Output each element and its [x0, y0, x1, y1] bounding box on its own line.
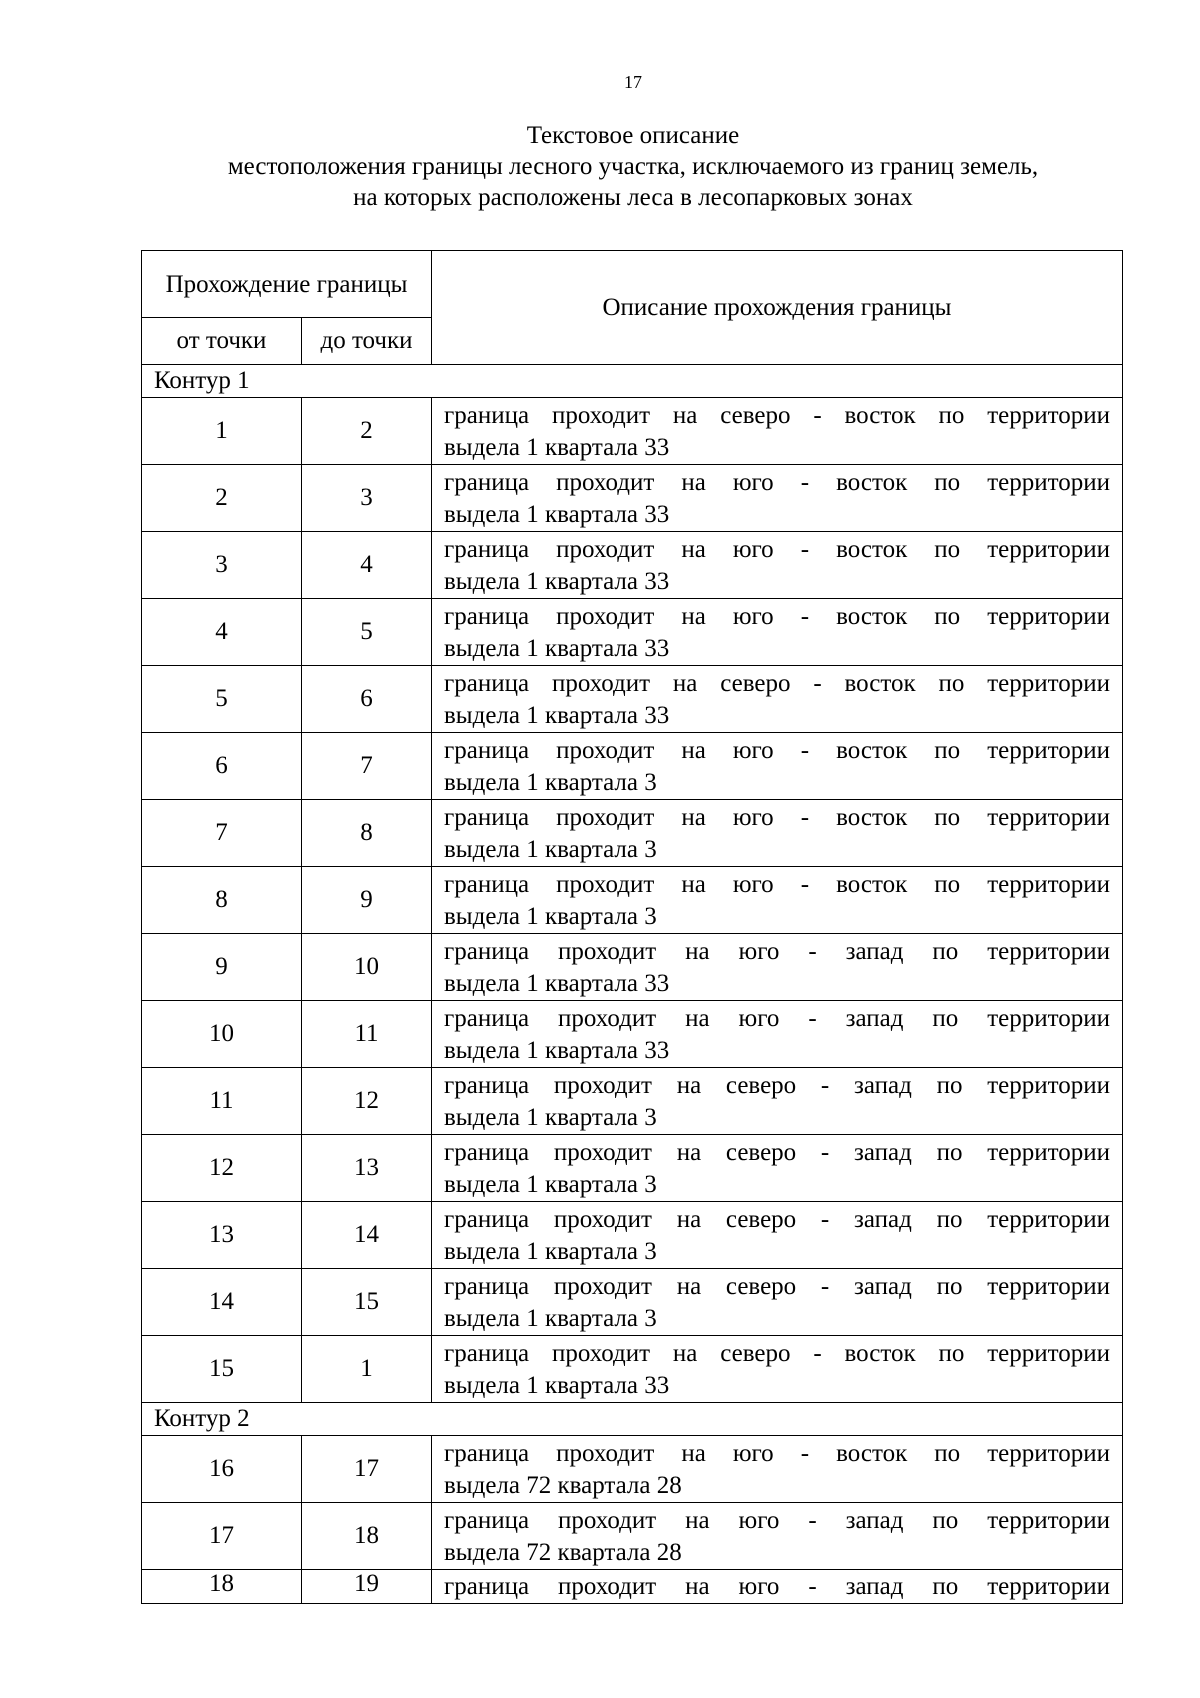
table-row	[142, 934, 1123, 1001]
from-point: 11	[142, 1068, 302, 1135]
from-point: 8	[142, 867, 302, 934]
from-point: 18	[142, 1570, 302, 1604]
description-line-2: выдела 1 квартала 3	[444, 1103, 657, 1131]
table-row	[142, 1503, 1123, 1570]
table-row	[142, 800, 1123, 867]
from-point: 4	[142, 599, 302, 666]
table-row	[142, 1269, 1123, 1336]
table-row	[142, 398, 1123, 465]
description-line-2: выдела 1 квартала 3	[444, 835, 657, 863]
description-line-1: граница проходит на северо - восток по территории	[444, 669, 1110, 697]
boundary-description	[432, 1503, 1123, 1570]
from-point: 10	[142, 1001, 302, 1068]
to-point: 11	[302, 1001, 432, 1068]
table-row	[142, 1068, 1123, 1135]
from-point: 12	[142, 1135, 302, 1202]
description-line-1: граница проходит на северо - запад по территории	[444, 1138, 1110, 1166]
contour-row	[142, 1403, 1123, 1436]
boundary-description	[432, 1269, 1123, 1336]
contour-row	[142, 365, 1123, 398]
description-line-1: граница проходит на юго - запад по территории	[444, 937, 1110, 965]
description-line-1: граница проходит на юго - запад по территории	[444, 1573, 1110, 1600]
description-line-2: выдела 1 квартала 33	[444, 1371, 670, 1399]
title-line-2: местоположения границы лесного участка, исключаемого из границ земель,	[227, 153, 1039, 180]
table-row	[142, 1570, 1123, 1604]
to-point: 5	[302, 599, 432, 666]
description-line-1: граница проходит на северо - запад по территории	[444, 1205, 1110, 1233]
table-row	[142, 666, 1123, 733]
to-point: 2	[302, 398, 432, 465]
boundary-description	[432, 1202, 1123, 1269]
boundary-table	[141, 250, 1123, 1604]
boundary-description	[432, 867, 1123, 934]
header-description: Описание прохождения границы	[432, 251, 1123, 365]
from-point: 7	[142, 800, 302, 867]
table-row	[142, 1336, 1123, 1403]
description-line-2: выдела 1 квартала 33	[444, 1036, 670, 1064]
description-line-1: граница проходит на северо - восток по территории	[444, 1339, 1110, 1367]
description-line-1: граница проходит на северо - запад по территории	[444, 1272, 1110, 1300]
boundary-description	[432, 934, 1123, 1001]
table-row	[142, 1001, 1123, 1068]
from-point: 15	[142, 1336, 302, 1403]
table-row	[142, 532, 1123, 599]
to-point: 19	[302, 1570, 432, 1604]
to-point: 7	[302, 733, 432, 800]
description-line-2: выдела 1 квартала 3	[444, 1304, 657, 1332]
description-line-1: граница проходит на юго - запад по территории	[444, 1004, 1110, 1032]
table-row	[142, 465, 1123, 532]
to-point: 18	[302, 1503, 432, 1570]
to-point: 15	[302, 1269, 432, 1336]
table-row	[142, 1436, 1123, 1503]
description-line-1: граница проходит на юго - запад по территории	[444, 1506, 1110, 1534]
table-row	[142, 733, 1123, 800]
description-line-2: выдела 1 квартала 33	[444, 701, 670, 729]
to-point: 13	[302, 1135, 432, 1202]
to-point: 14	[302, 1202, 432, 1269]
boundary-description	[432, 800, 1123, 867]
description-line-2: выдела 1 квартала 33	[444, 567, 670, 595]
title-line-1: Текстовое описание	[526, 122, 740, 149]
boundary-description	[432, 1001, 1123, 1068]
description-line-2: выдела 1 квартала 33	[444, 433, 670, 461]
description-line-1: граница проходит на юго - восток по территории	[444, 468, 1110, 496]
to-point: 6	[302, 666, 432, 733]
description-line-2: выдела 1 квартала 3	[444, 768, 657, 796]
description-line-1: граница проходит на юго - восток по территории	[444, 803, 1110, 831]
title-line-3: на которых расположены леса в лесопарковых зонах	[353, 184, 913, 211]
to-point: 3	[302, 465, 432, 532]
description-line-2: выдела 1 квартала 33	[444, 634, 670, 662]
table-row	[142, 1202, 1123, 1269]
boundary-description	[432, 1068, 1123, 1135]
header-passage: Прохождение границы	[142, 251, 432, 318]
from-point: 3	[142, 532, 302, 599]
contour-1-rows	[142, 398, 1123, 1403]
from-point: 2	[142, 465, 302, 532]
to-point: 1	[302, 1336, 432, 1403]
to-point: 9	[302, 867, 432, 934]
from-point: 9	[142, 934, 302, 1001]
description-line-1: граница проходит на северо - восток по территории	[444, 401, 1110, 429]
boundary-description	[432, 599, 1123, 666]
boundary-description	[432, 1336, 1123, 1403]
header-row	[142, 251, 1123, 318]
from-point: 13	[142, 1202, 302, 1269]
description-line-1: граница проходит на юго - восток по территории	[444, 602, 1110, 630]
contour-2-label: Контур 2	[142, 1403, 1123, 1436]
table-row	[142, 599, 1123, 666]
boundary-description	[432, 1570, 1123, 1604]
boundary-description	[432, 666, 1123, 733]
description-line-2: выдела 1 квартала 3	[444, 1170, 657, 1198]
from-point: 6	[142, 733, 302, 800]
page-number: 17	[624, 72, 642, 92]
description-line-2: выдела 1 квартала 3	[444, 1237, 657, 1265]
document-title	[0, 120, 1200, 213]
to-point: 17	[302, 1436, 432, 1503]
header-to-point: до точки	[302, 318, 432, 365]
description-line-2: выдела 72 квартала 28	[444, 1538, 682, 1566]
description-line-2: выдела 1 квартала 3	[444, 902, 657, 930]
table-row	[142, 1135, 1123, 1202]
boundary-description	[432, 532, 1123, 599]
header-from-point: от точки	[142, 318, 302, 365]
contour-2-rows	[142, 1436, 1123, 1604]
description-line-1: граница проходит на северо - запад по территории	[444, 1071, 1110, 1099]
description-line-2: выдела 1 квартала 33	[444, 500, 670, 528]
from-point: 1	[142, 398, 302, 465]
to-point: 10	[302, 934, 432, 1001]
boundary-description	[432, 733, 1123, 800]
description-line-1: граница проходит на юго - восток по территории	[444, 535, 1110, 563]
from-point: 5	[142, 666, 302, 733]
boundary-description	[432, 1436, 1123, 1503]
to-point: 8	[302, 800, 432, 867]
to-point: 12	[302, 1068, 432, 1135]
to-point: 4	[302, 532, 432, 599]
from-point: 17	[142, 1503, 302, 1570]
boundary-description	[432, 465, 1123, 532]
table-row	[142, 867, 1123, 934]
from-point: 16	[142, 1436, 302, 1503]
contour-1-label: Контур 1	[142, 365, 1123, 398]
from-point: 14	[142, 1269, 302, 1336]
description-line-1: граница проходит на юго - восток по территории	[444, 1439, 1110, 1467]
description-line-2: выдела 72 квартала 28	[444, 1471, 682, 1499]
description-line-1: граница проходит на юго - восток по территории	[444, 736, 1110, 764]
description-line-1: граница проходит на юго - восток по территории	[444, 870, 1110, 898]
description-line-2: выдела 1 квартала 33	[444, 969, 670, 997]
boundary-description	[432, 398, 1123, 465]
boundary-description	[432, 1135, 1123, 1202]
